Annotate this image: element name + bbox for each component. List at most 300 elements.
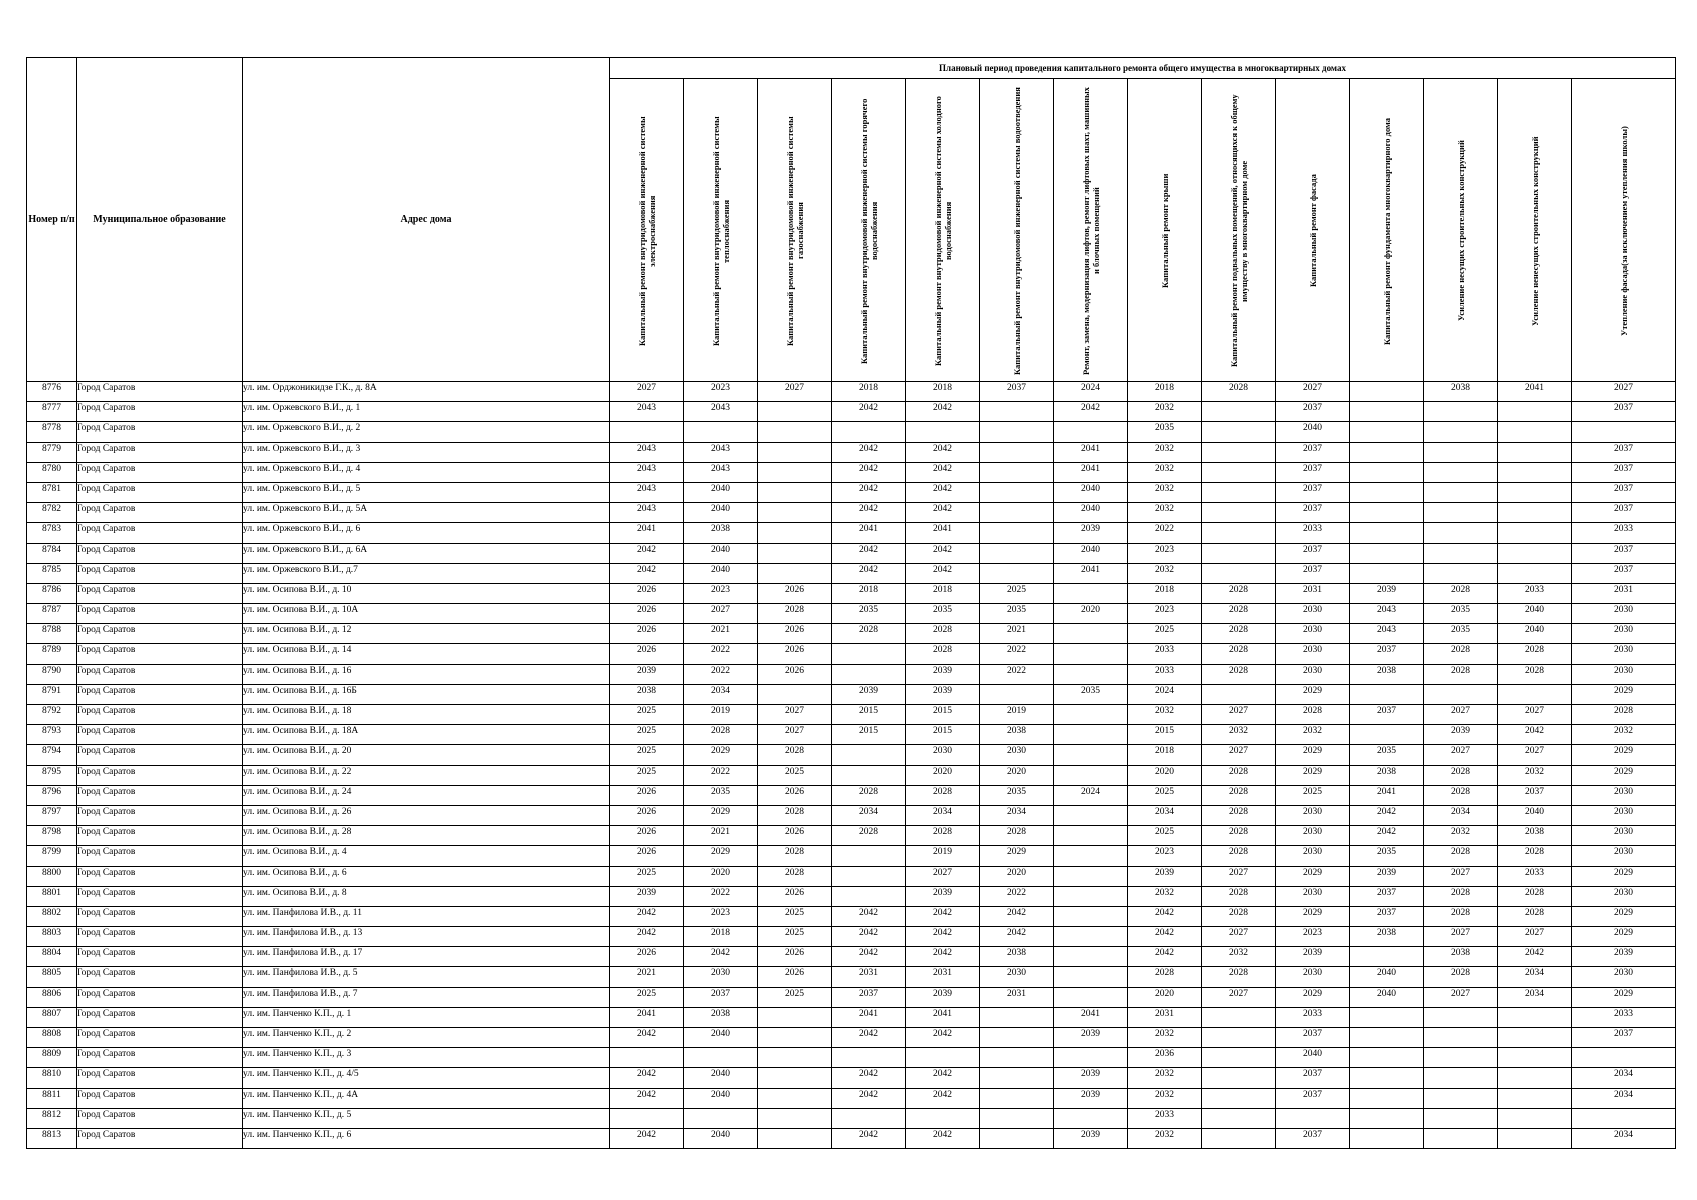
row-year-cell: 2042	[832, 1128, 906, 1148]
row-year-cell	[1572, 422, 1676, 442]
row-year-cell: 2028	[906, 644, 980, 664]
table-row	[27, 785, 1676, 805]
header-col-label: Капитальный ремонт крыши	[1159, 173, 1170, 289]
row-year-cell	[832, 1048, 906, 1068]
row-year-cell: 2040	[1498, 624, 1572, 644]
row-year-cell: 2020	[980, 866, 1054, 886]
row-year-cell: 2025	[610, 866, 684, 886]
row-year-cell	[832, 765, 906, 785]
row-year-cell: 2041	[832, 1007, 906, 1027]
row-year-cell: 2018	[684, 927, 758, 947]
row-year-cell: 2042	[906, 1088, 980, 1108]
row-year-cell: 2019	[684, 705, 758, 725]
row-year-cell	[1424, 1028, 1498, 1048]
row-year-cell	[1054, 1048, 1128, 1068]
row-year-cell: 2034	[1498, 987, 1572, 1007]
row-number: 8811	[27, 1088, 77, 1108]
row-year-cell: 2028	[1424, 785, 1498, 805]
row-year-cell: 2040	[1054, 543, 1128, 563]
row-year-cell: 2042	[1498, 725, 1572, 745]
row-municipality: Город Саратов	[77, 1007, 243, 1027]
row-number: 8792	[27, 705, 77, 725]
table-row	[27, 1128, 1676, 1148]
header-col-label: Усиление несущих строительных конструкций	[1455, 140, 1466, 322]
row-year-cell	[1498, 563, 1572, 583]
row-year-cell	[758, 543, 832, 563]
row-year-cell	[1572, 1048, 1676, 1068]
row-year-cell: 2030	[1572, 604, 1676, 624]
row-number: 8791	[27, 684, 77, 704]
row-year-cell: 2027	[1424, 866, 1498, 886]
row-municipality: Город Саратов	[77, 866, 243, 886]
row-year-cell: 2026	[610, 785, 684, 805]
row-year-cell: 2039	[1276, 947, 1350, 967]
row-year-cell: 2038	[1498, 826, 1572, 846]
row-year-cell: 2042	[906, 543, 980, 563]
row-year-cell: 2022	[684, 644, 758, 664]
row-year-cell: 2029	[1276, 866, 1350, 886]
row-year-cell	[1350, 563, 1424, 583]
row-year-cell	[1498, 1108, 1572, 1128]
row-year-cell	[1424, 523, 1498, 543]
row-year-cell: 2018	[832, 583, 906, 603]
row-address: ул. им. Панфилова И.В., д. 13	[243, 927, 610, 947]
row-year-cell: 2028	[1202, 785, 1276, 805]
row-year-cell: 2028	[1202, 664, 1276, 684]
table-row	[27, 402, 1676, 422]
row-address: ул. им. Оржевского В.И., д.7	[243, 563, 610, 583]
table-row	[27, 1068, 1676, 1088]
row-year-cell: 2030	[1276, 604, 1350, 624]
row-year-cell	[1350, 1128, 1424, 1148]
row-number: 8793	[27, 725, 77, 745]
row-year-cell: 2037	[1498, 785, 1572, 805]
row-year-cell: 2023	[1128, 543, 1202, 563]
row-year-cell: 2025	[610, 725, 684, 745]
row-year-cell: 2034	[1572, 1128, 1676, 1148]
row-municipality: Город Саратов	[77, 482, 243, 502]
row-year-cell: 2040	[1350, 987, 1424, 1007]
row-year-cell: 2021	[610, 967, 684, 987]
table-row	[27, 1028, 1676, 1048]
row-year-cell: 2028	[1424, 846, 1498, 866]
row-year-cell: 2028	[1202, 624, 1276, 644]
row-municipality: Город Саратов	[77, 563, 243, 583]
row-municipality: Город Саратов	[77, 745, 243, 765]
row-year-cell: 2022	[684, 664, 758, 684]
header-col-hot-water	[832, 79, 906, 382]
row-number: 8776	[27, 382, 77, 402]
row-address: ул. им. Осипова В.И., д. 16	[243, 664, 610, 684]
header-col-roof	[1128, 79, 1202, 382]
row-year-cell	[1054, 947, 1128, 967]
row-year-cell: 2015	[1128, 725, 1202, 745]
row-year-cell: 2042	[832, 442, 906, 462]
row-number: 8782	[27, 503, 77, 523]
row-year-cell: 2042	[1498, 947, 1572, 967]
row-year-cell: 2023	[1128, 604, 1202, 624]
row-municipality: Город Саратов	[77, 725, 243, 745]
row-year-cell: 2042	[832, 462, 906, 482]
row-year-cell: 2018	[1128, 583, 1202, 603]
row-year-cell	[832, 745, 906, 765]
row-year-cell: 2026	[610, 805, 684, 825]
row-year-cell	[1350, 422, 1424, 442]
row-year-cell	[980, 442, 1054, 462]
row-year-cell: 2034	[1572, 1068, 1676, 1088]
row-year-cell	[1498, 462, 1572, 482]
row-year-cell: 2039	[1054, 1088, 1128, 1108]
row-year-cell: 2042	[610, 906, 684, 926]
row-number: 8802	[27, 906, 77, 926]
row-year-cell: 2022	[1128, 523, 1202, 543]
row-number: 8795	[27, 765, 77, 785]
row-year-cell: 2024	[1054, 382, 1128, 402]
row-number: 8799	[27, 846, 77, 866]
row-year-cell: 2023	[684, 583, 758, 603]
row-year-cell: 2040	[684, 543, 758, 563]
row-year-cell: 2031	[906, 967, 980, 987]
row-year-cell	[1202, 482, 1276, 502]
row-year-cell: 2015	[832, 725, 906, 745]
row-year-cell	[1424, 1088, 1498, 1108]
row-address: ул. им. Оржевского В.И., д. 5	[243, 482, 610, 502]
row-year-cell: 2042	[610, 1088, 684, 1108]
row-year-cell	[1424, 1108, 1498, 1128]
row-year-cell: 2028	[1202, 644, 1276, 664]
row-municipality: Город Саратов	[77, 624, 243, 644]
row-year-cell: 2026	[758, 826, 832, 846]
row-year-cell: 2043	[1350, 604, 1424, 624]
row-year-cell	[1054, 805, 1128, 825]
table-row	[27, 705, 1676, 725]
header-col-elevators	[1054, 79, 1128, 382]
table-row	[27, 987, 1676, 1007]
row-year-cell	[1054, 987, 1128, 1007]
row-year-cell: 2037	[1572, 402, 1676, 422]
row-year-cell: 2042	[832, 543, 906, 563]
row-year-cell: 2031	[1572, 583, 1676, 603]
row-year-cell: 2028	[906, 785, 980, 805]
row-year-cell: 2035	[980, 604, 1054, 624]
row-year-cell: 2034	[1128, 805, 1202, 825]
row-year-cell: 2037	[1350, 906, 1424, 926]
row-year-cell: 2028	[980, 826, 1054, 846]
table-row	[27, 684, 1676, 704]
table-row	[27, 846, 1676, 866]
header-group-title: Плановый период проведения капитального ремонта общего имущества в многоквартирных домах	[610, 58, 1676, 79]
header-col-heating	[684, 79, 758, 382]
table-row	[27, 1007, 1676, 1027]
row-year-cell	[980, 543, 1054, 563]
table-row	[27, 1108, 1676, 1128]
row-year-cell: 2037	[1350, 705, 1424, 725]
row-year-cell: 2042	[906, 947, 980, 967]
header-col-drainage	[980, 79, 1054, 382]
row-year-cell: 2028	[1202, 967, 1276, 987]
row-address: ул. им. Панченко К.П., д. 5	[243, 1108, 610, 1128]
row-year-cell	[1202, 1048, 1276, 1068]
row-year-cell: 2039	[832, 684, 906, 704]
row-year-cell: 2021	[684, 826, 758, 846]
row-year-cell: 2026	[758, 967, 832, 987]
row-address: ул. им. Панфилова И.В., д. 17	[243, 947, 610, 967]
row-number: 8810	[27, 1068, 77, 1088]
row-year-cell	[1276, 1108, 1350, 1128]
row-year-cell: 2037	[1276, 442, 1350, 462]
row-year-cell: 2028	[1202, 826, 1276, 846]
row-year-cell: 2032	[1202, 725, 1276, 745]
row-year-cell: 2028	[1202, 906, 1276, 926]
table-body	[27, 382, 1676, 1149]
row-year-cell: 2035	[684, 785, 758, 805]
row-year-cell: 2039	[1572, 947, 1676, 967]
row-number: 8804	[27, 947, 77, 967]
row-year-cell: 2040	[1054, 482, 1128, 502]
row-year-cell: 2027	[1202, 866, 1276, 886]
row-year-cell	[758, 422, 832, 442]
row-year-cell: 2026	[758, 886, 832, 906]
row-year-cell: 2030	[980, 745, 1054, 765]
row-year-cell	[1202, 462, 1276, 482]
row-year-cell: 2028	[758, 745, 832, 765]
row-year-cell: 2041	[610, 1007, 684, 1027]
row-year-cell	[610, 1048, 684, 1068]
row-number: 8789	[27, 644, 77, 664]
row-year-cell: 2042	[906, 927, 980, 947]
row-year-cell: 2032	[1128, 402, 1202, 422]
row-year-cell: 2042	[610, 1068, 684, 1088]
row-address: ул. им. Осипова В.И., д. 18А	[243, 725, 610, 745]
table-row	[27, 725, 1676, 745]
row-year-cell: 2036	[1128, 1048, 1202, 1068]
row-year-cell	[1424, 1128, 1498, 1148]
row-year-cell: 2026	[758, 583, 832, 603]
row-year-cell: 2028	[1202, 805, 1276, 825]
row-year-cell	[758, 563, 832, 583]
row-year-cell	[1424, 462, 1498, 482]
row-year-cell	[832, 644, 906, 664]
row-municipality: Город Саратов	[77, 1048, 243, 1068]
row-year-cell: 2039	[1350, 866, 1424, 886]
row-year-cell: 2043	[684, 402, 758, 422]
row-year-cell: 2032	[1424, 826, 1498, 846]
row-year-cell: 2028	[1498, 664, 1572, 684]
row-year-cell	[758, 1007, 832, 1027]
row-year-cell	[1350, 543, 1424, 563]
row-year-cell: 2022	[980, 644, 1054, 664]
row-number: 8800	[27, 866, 77, 886]
row-year-cell	[610, 1108, 684, 1128]
row-year-cell: 2032	[1128, 1028, 1202, 1048]
row-year-cell: 2040	[684, 1128, 758, 1148]
row-year-cell: 2027	[1498, 705, 1572, 725]
row-year-cell: 2030	[1276, 624, 1350, 644]
row-year-cell: 2042	[906, 402, 980, 422]
row-year-cell: 2039	[906, 664, 980, 684]
row-year-cell: 2034	[1424, 805, 1498, 825]
row-year-cell: 2026	[610, 624, 684, 644]
row-year-cell: 2028	[1202, 583, 1276, 603]
row-year-cell: 2037	[1572, 462, 1676, 482]
table-row	[27, 866, 1676, 886]
row-year-cell: 2038	[610, 684, 684, 704]
row-year-cell: 2022	[980, 886, 1054, 906]
row-number: 8797	[27, 805, 77, 825]
row-year-cell: 2035	[1424, 604, 1498, 624]
row-year-cell: 2034	[980, 805, 1054, 825]
header-col-label: Утепление фасада(за исключением утепления школы)	[1618, 126, 1629, 336]
row-year-cell: 2015	[906, 725, 980, 745]
row-year-cell: 2043	[610, 462, 684, 482]
row-municipality: Город Саратов	[77, 987, 243, 1007]
row-year-cell	[1350, 684, 1424, 704]
row-year-cell	[1054, 927, 1128, 947]
row-municipality: Город Саратов	[77, 422, 243, 442]
row-year-cell: 2020	[906, 765, 980, 785]
row-year-cell: 2028	[1424, 583, 1498, 603]
row-year-cell: 2040	[684, 563, 758, 583]
row-year-cell: 2021	[980, 624, 1054, 644]
header-col-label: Капитальный ремонт внутридомовой инженерной системы горячего водоснабжения	[858, 98, 879, 364]
row-year-cell: 2018	[1128, 382, 1202, 402]
row-year-cell: 2040	[1498, 604, 1572, 624]
table-row	[27, 967, 1676, 987]
row-year-cell	[1202, 1068, 1276, 1088]
row-year-cell: 2039	[1054, 1128, 1128, 1148]
row-address: ул. им. Осипова В.И., д. 4	[243, 846, 610, 866]
row-year-cell: 2018	[906, 382, 980, 402]
row-year-cell	[1424, 1048, 1498, 1068]
table-row	[27, 886, 1676, 906]
row-address: ул. им. Осипова В.И., д. 14	[243, 644, 610, 664]
row-year-cell: 2027	[1202, 745, 1276, 765]
row-year-cell: 2030	[1572, 846, 1676, 866]
row-year-cell	[758, 402, 832, 422]
row-year-cell: 2041	[1498, 382, 1572, 402]
row-year-cell: 2038	[980, 725, 1054, 745]
row-year-cell: 2037	[1276, 402, 1350, 422]
row-year-cell	[1424, 684, 1498, 704]
row-year-cell	[1350, 503, 1424, 523]
header-col-facade	[1276, 79, 1350, 382]
row-municipality: Город Саратов	[77, 442, 243, 462]
row-year-cell: 2035	[980, 785, 1054, 805]
row-year-cell: 2035	[1054, 684, 1128, 704]
row-year-cell: 2020	[1054, 604, 1128, 624]
row-year-cell	[832, 664, 906, 684]
row-year-cell	[1498, 1028, 1572, 1048]
row-year-cell: 2037	[1276, 482, 1350, 502]
row-year-cell	[1424, 482, 1498, 502]
row-year-cell: 2032	[1202, 947, 1276, 967]
row-year-cell: 2028	[1424, 906, 1498, 926]
row-year-cell: 2028	[1498, 644, 1572, 664]
row-year-cell	[1424, 503, 1498, 523]
row-year-cell: 2030	[1572, 644, 1676, 664]
row-municipality: Город Саратов	[77, 523, 243, 543]
row-year-cell	[1424, 563, 1498, 583]
table-row	[27, 664, 1676, 684]
row-year-cell: 2042	[1128, 906, 1202, 926]
row-year-cell: 2030	[1572, 805, 1676, 825]
row-year-cell: 2032	[1572, 725, 1676, 745]
row-year-cell: 2037	[684, 987, 758, 1007]
row-year-cell: 2020	[1128, 987, 1202, 1007]
row-year-cell: 2027	[1202, 927, 1276, 947]
row-year-cell: 2015	[832, 705, 906, 725]
row-year-cell	[1202, 684, 1276, 704]
row-year-cell: 2031	[980, 987, 1054, 1007]
row-number: 8787	[27, 604, 77, 624]
header-col-label: Капитальный ремонт внутридомовой инженерной системы водоотведения	[1011, 87, 1022, 375]
row-year-cell: 2028	[1424, 967, 1498, 987]
row-year-cell: 2043	[1350, 624, 1424, 644]
row-year-cell	[1498, 482, 1572, 502]
row-year-cell: 2042	[832, 402, 906, 422]
row-year-cell: 2042	[610, 1128, 684, 1148]
row-year-cell	[1498, 422, 1572, 442]
row-municipality: Город Саратов	[77, 826, 243, 846]
table-row	[27, 604, 1676, 624]
row-year-cell	[980, 503, 1054, 523]
row-year-cell: 2029	[1276, 765, 1350, 785]
row-year-cell: 2029	[980, 846, 1054, 866]
row-year-cell: 2042	[1350, 826, 1424, 846]
row-year-cell: 2030	[1572, 664, 1676, 684]
row-year-cell: 2035	[1350, 846, 1424, 866]
header-col-label: Капитальный ремонт внутридомовой инженерной системы газоснабжения	[784, 116, 805, 346]
row-year-cell: 2028	[1128, 967, 1202, 987]
header-col-label: Усиление ненесущих строительных конструкций	[1529, 136, 1540, 326]
row-year-cell: 2038	[980, 947, 1054, 967]
row-year-cell: 2042	[832, 1068, 906, 1088]
row-year-cell	[980, 422, 1054, 442]
row-year-cell	[1202, 503, 1276, 523]
row-year-cell: 2028	[1498, 846, 1572, 866]
row-year-cell: 2025	[610, 987, 684, 1007]
row-year-cell	[1054, 624, 1128, 644]
row-year-cell: 2027	[1202, 987, 1276, 1007]
row-year-cell: 2033	[1128, 664, 1202, 684]
table-row	[27, 563, 1676, 583]
row-municipality: Город Саратов	[77, 583, 243, 603]
row-year-cell: 2034	[1572, 1088, 1676, 1108]
row-year-cell	[758, 462, 832, 482]
row-year-cell: 2029	[1572, 745, 1676, 765]
row-year-cell: 2037	[1572, 442, 1676, 462]
row-year-cell	[1350, 1088, 1424, 1108]
row-year-cell: 2025	[610, 765, 684, 785]
row-address: ул. им. Панченко К.П., д. 4/5	[243, 1068, 610, 1088]
table-row	[27, 1048, 1676, 1068]
row-year-cell	[980, 563, 1054, 583]
row-address: ул. им. Осипова В.И., д. 12	[243, 624, 610, 644]
row-year-cell: 2033	[1128, 644, 1202, 664]
row-year-cell: 2037	[1276, 503, 1350, 523]
row-year-cell	[980, 1088, 1054, 1108]
row-year-cell: 2040	[684, 1028, 758, 1048]
row-year-cell	[610, 422, 684, 442]
table-row	[27, 523, 1676, 543]
row-number: 8779	[27, 442, 77, 462]
header-col-basement	[1202, 79, 1276, 382]
row-year-cell: 2038	[1424, 947, 1498, 967]
row-year-cell	[684, 422, 758, 442]
row-address: ул. им. Панфилова И.В., д. 11	[243, 906, 610, 926]
row-year-cell: 2028	[684, 725, 758, 745]
row-year-cell	[980, 1048, 1054, 1068]
